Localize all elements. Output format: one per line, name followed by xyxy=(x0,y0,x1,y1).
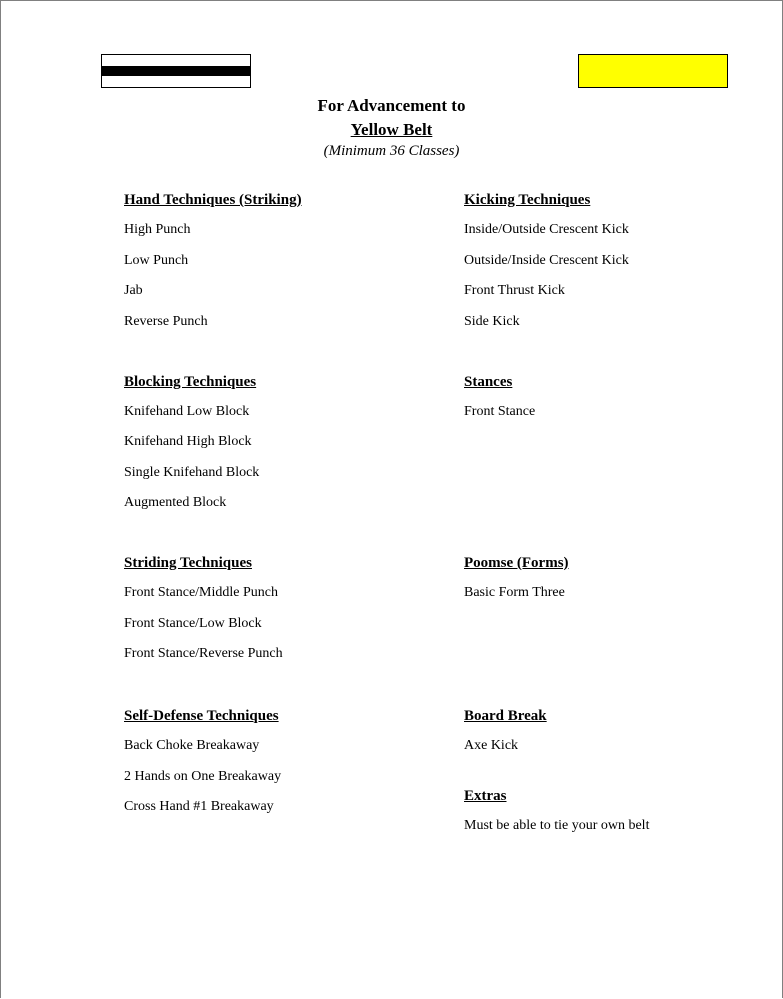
list-item: Front Stance/Low Block xyxy=(124,616,262,631)
list-item: Front Stance/Middle Punch xyxy=(124,585,278,600)
title-minimum-classes: (Minimum 36 Classes) xyxy=(323,143,460,159)
list-item: High Punch xyxy=(124,222,191,237)
board-break-heading: Board Break xyxy=(464,708,547,724)
list-item: Low Punch xyxy=(124,253,189,268)
list-item: Front Stance xyxy=(464,404,536,419)
hand-techniques-heading: Hand Techniques (Striking) xyxy=(124,192,302,208)
target-belt-swatch xyxy=(578,54,728,88)
poomse-forms-heading: Poomse (Forms) xyxy=(464,555,569,571)
extras-heading: Extras xyxy=(464,788,507,804)
blocking-techniques-heading: Blocking Techniques xyxy=(124,374,257,390)
belt-stripe xyxy=(102,66,250,76)
list-item: Basic Form Three xyxy=(464,585,565,600)
list-item: Axe Kick xyxy=(464,738,519,753)
kicking-techniques-heading: Kicking Techniques xyxy=(464,192,591,208)
title-belt-name: Yellow Belt xyxy=(350,120,433,139)
list-item: Outside/Inside Crescent Kick xyxy=(464,253,629,268)
title-line-1: For Advancement to xyxy=(317,96,466,115)
list-item: Back Choke Breakaway xyxy=(124,738,260,753)
list-item: Knifehand Low Block xyxy=(124,404,250,419)
list-item: Inside/Outside Crescent Kick xyxy=(464,222,629,237)
self-defense-techniques-heading: Self-Defense Techniques xyxy=(124,708,279,724)
list-item: Side Kick xyxy=(464,314,520,329)
list-item: Augmented Block xyxy=(124,495,227,510)
list-item: Knifehand High Block xyxy=(124,434,252,449)
list-item: Reverse Punch xyxy=(124,314,208,329)
striding-techniques-heading: Striding Techniques xyxy=(124,555,252,571)
list-item: Single Knifehand Block xyxy=(124,465,260,480)
list-item: Front Stance/Reverse Punch xyxy=(124,646,283,661)
current-belt-swatch xyxy=(101,54,251,88)
list-item: 2 Hands on One Breakaway xyxy=(124,769,282,784)
stances-heading: Stances xyxy=(464,374,513,390)
list-item: Front Thrust Kick xyxy=(464,283,565,298)
list-item: Jab xyxy=(124,283,143,298)
list-item: Cross Hand #1 Breakaway xyxy=(124,799,274,814)
list-item: Must be able to tie your own belt xyxy=(464,818,650,833)
